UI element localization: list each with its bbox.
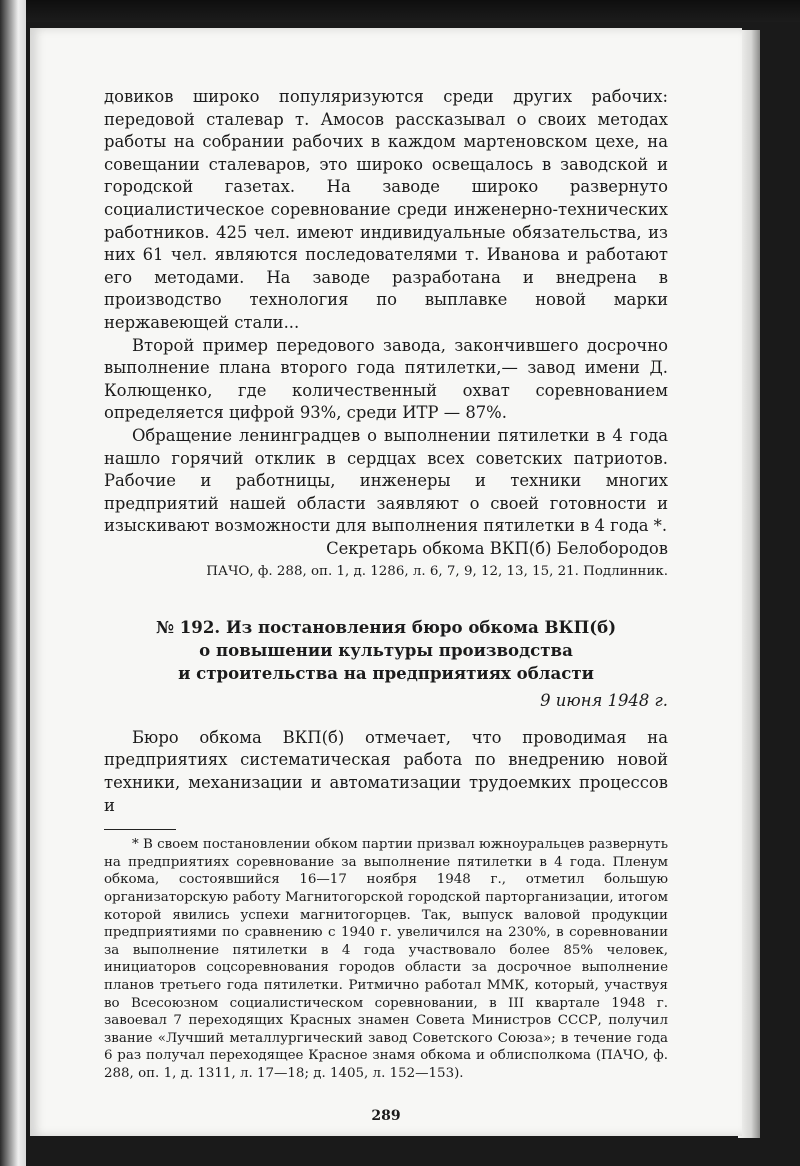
footnote-separator [104,829,176,830]
signature-line: Секретарь обкома ВКП(б) Белобородов [326,538,668,558]
archive-source-reference: ПАЧО, ф. 288, оп. 1, д. 1286, л. 6, 7, 9, 12, 13, 15, 21. Подлинник. [206,564,668,580]
document-heading-line: № 192. Из постановления бюро обкома ВКП(б) [155,617,617,638]
document-heading-line: и строительства на предприятиях области [178,662,594,683]
book-spine [0,0,26,1166]
paragraph-leningrad-appeal: Обращение ленинградцев о выполнении пятилетки в 4 года нашло горячий отклик в сердцах всех советских патриотов. Рабочие и работницы, инженеры и техники многих предприятий нашей области заявляют о своей готовности и изыскивают возможности для выполнения пятилетки в 4 года *. [104,425,668,536]
paragraph-second-example: Второй пример передового завода, закончившего досрочно выполнение плана второго года пятилетки,— завод имени Д. Колющенко, где количественный охват соревнованием определяется цифрой 93%, среди ИТР — 87%. [104,335,668,423]
document-heading [104,616,668,684]
main-text [104,86,668,538]
footnote-text: * В своем постановлении обком партии призвал южноуральцев развернуть на предприятиях соревнование за выполнение пятилетки в 4 года. Пленум обкома, состоявшийся 16—17 ноября 1948 г., отметил большую организаторскую работу Магнитогорской городской парторганизации, итогом которой явились успехи магнитогорцев. Так, выпуск валовой продукции предприятиями по сравнению с 1940 г. увеличился на 230%, в соревновании за выполнение пятилетки в 4 года участвовало более 85% человек, инициаторов соцсоревнования городов области за досрочное выполнение планов третьего года пятилетки. Ритмично работал ММК, который, участвуя во Всесоюзном социалистическом соревновании, в III квартале 1948 г. завоевал 7 переходящих Красных знамен Совета Министров СССР, получил звание «Лучший металлургический завод Советского Союза»; в течение года 6 раз получал переходящее Красное знамя обкома и облисполкома (ПАЧО, ф. 288, оп. 1, д. 1311, л. 17—18; д. 1405, л. 152—153). [104,837,668,1081]
footnote [104,836,668,1082]
document-body [104,727,668,817]
document-date: 9 июня 1948 г. [540,691,668,711]
paragraph-bureau-notes: Бюро обкома ВКП(б) отмечает, что проводимая на предприятиях систематическая работа по внедрению новой техники, механизации и автоматизации трудоемких процессов и [104,727,668,815]
document-heading-line: о повышении культуры производства [199,640,573,661]
paragraph-continued: довиков широко популяризуются среди других рабочих: передовой сталевар т. Амосов рассказывал о своих методах работы на собрании рабочих в каждом мартеновском цехе, на совещании сталеваров, это широко освещалось в заводской и городской газетах. На заводе широко развернуто социалистическое соревнование среди инженерно-технических работников. 425 чел. имеют индивидуальные обязательства, из них 61 чел. являются последователями т. Иванова и работают его методами. На заводе разработана и внедрена в производство технология по выплавке новой марки нержавеющей стали... [104,87,668,332]
scan-top-edge [0,0,800,22]
page-content [104,86,668,1125]
page-number: 289 [371,1107,401,1124]
